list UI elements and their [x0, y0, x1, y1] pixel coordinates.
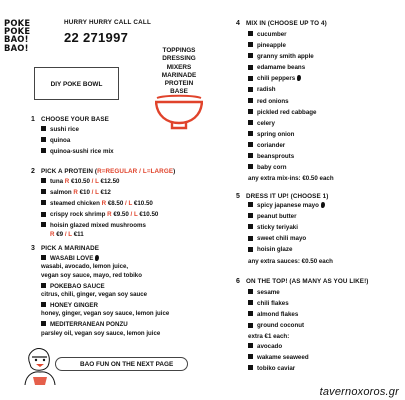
- checkbox-icon: [41, 212, 46, 217]
- section-title: MIX IN (CHOOSE UP TO 4): [246, 20, 327, 27]
- logo-line: BAO!: [4, 42, 29, 53]
- list-item[interactable]: red onions: [248, 96, 317, 107]
- checkbox-icon: [41, 302, 46, 307]
- checkbox-icon: [248, 153, 253, 158]
- checkbox-icon: [248, 164, 253, 169]
- checkbox-icon: [248, 76, 253, 81]
- brand-logo: [4, 19, 56, 52]
- checkbox-icon: [248, 65, 253, 70]
- list-item[interactable]: hoisin glazed mixed mushrooms: [41, 220, 158, 230]
- call-label: HURRY HURRY CALL CALL: [64, 19, 151, 26]
- list-item[interactable]: peanut butter: [248, 211, 325, 222]
- list-item[interactable]: salmon R €10 / L €12: [41, 187, 158, 198]
- extra-topping-list: [248, 341, 309, 374]
- section-number: 2: [31, 168, 35, 175]
- list-item[interactable]: coriander: [248, 140, 317, 151]
- section-number: 4: [236, 20, 240, 27]
- checkbox-icon: [248, 87, 253, 92]
- list-item[interactable]: sticky teriyaki: [248, 222, 325, 233]
- topping-list: [248, 287, 304, 331]
- checkbox-icon: [248, 202, 253, 207]
- list-item[interactable]: crispy rock shrimp R €9.50 / L €10.50: [41, 209, 158, 220]
- list-item[interactable]: sushi rice: [41, 124, 114, 135]
- checkbox-icon: [248, 142, 253, 147]
- list-item[interactable]: almond flakes: [248, 309, 304, 320]
- diy-title-box: DIY POKE BOWL: [34, 67, 119, 100]
- layers-list: [143, 47, 215, 97]
- checkbox-icon: [41, 126, 46, 131]
- checkbox-icon: [41, 178, 46, 183]
- list-item[interactable]: granny smith apple: [248, 51, 317, 62]
- checkbox-icon: [248, 98, 253, 103]
- list-item[interactable]: quinoa-sushi rice mix: [41, 146, 114, 157]
- section-6-heading: [236, 278, 368, 285]
- list-item[interactable]: avocado: [248, 341, 309, 352]
- checkbox-icon: [248, 53, 253, 58]
- marinade-option[interactable]: WASABI LOVE: [41, 255, 201, 263]
- checkbox-icon: [41, 283, 46, 288]
- checkbox-icon: [248, 343, 253, 348]
- list-item[interactable]: tuna R €10.50 / L €12.50: [41, 176, 158, 187]
- list-item[interactable]: beansprouts: [248, 151, 317, 162]
- checkbox-icon: [41, 189, 46, 194]
- list-item[interactable]: chili flakes: [248, 298, 304, 309]
- section-5-heading: [236, 193, 328, 200]
- list-item[interactable]: pickled red cabbage: [248, 107, 317, 118]
- list-item[interactable]: baby corn: [248, 162, 317, 173]
- checkbox-icon: [248, 109, 253, 114]
- marinade-description: honey, ginger, vegan soy sauce, lemon juice: [41, 310, 170, 318]
- chili-icon: [297, 75, 301, 81]
- checkbox-icon: [41, 148, 46, 153]
- section-4-heading: [236, 20, 327, 27]
- size-legend: R=REGULAR / L=LARGE: [97, 168, 174, 175]
- marinade-option[interactable]: HONEY GINGER: [41, 302, 201, 310]
- checkbox-icon: [41, 222, 46, 227]
- dressing-list: [248, 200, 325, 255]
- extra-price-note: extra €1 each:: [248, 333, 290, 340]
- layer-label: DRESSING: [162, 55, 196, 63]
- protein-list: [41, 176, 158, 240]
- watermark: tavernoxoros.gr: [319, 386, 399, 398]
- checkbox-icon: [248, 247, 253, 252]
- marinade-option[interactable]: MEDITERRANEAN PONZU: [41, 321, 201, 329]
- section-3-heading: [31, 245, 99, 252]
- section-1-heading: [31, 116, 109, 123]
- list-item-continued: R €9 / L €11: [50, 230, 84, 238]
- logo-line: POKE: [4, 18, 31, 28]
- bowl-icon: [155, 92, 203, 134]
- section-number: 1: [31, 116, 35, 123]
- list-item[interactable]: sesame: [248, 287, 304, 298]
- list-item[interactable]: ground coconut: [248, 320, 304, 331]
- marinade-option[interactable]: POKEBAO SAUCE: [41, 283, 201, 291]
- section-title: DRESS IT UP! (CHOOSE 1): [246, 193, 329, 200]
- checkbox-icon: [248, 289, 253, 294]
- section-number: 6: [236, 278, 240, 285]
- checkbox-icon: [248, 42, 253, 47]
- list-item[interactable]: wakame seaweed: [248, 352, 309, 363]
- list-item[interactable]: spicy japanese mayo: [248, 200, 325, 211]
- extra-price-note: any extra sauces: €0.50 each: [248, 258, 333, 265]
- checkbox-icon: [41, 321, 46, 326]
- list-item[interactable]: radish: [248, 84, 317, 95]
- checkbox-icon: [248, 323, 253, 328]
- section-title: PICK A PROTEIN (: [41, 168, 98, 175]
- list-item[interactable]: sweet chili mayo: [248, 233, 325, 244]
- mixin-list: [248, 29, 317, 173]
- section-title: PICK A MARINADE: [41, 245, 100, 252]
- marinade-list: [41, 255, 201, 341]
- checkbox-icon: [248, 365, 253, 370]
- checkbox-icon: [248, 236, 253, 241]
- list-item[interactable]: steamed chicken R €8.50 / L €10.50: [41, 198, 158, 209]
- checkbox-icon: [248, 224, 253, 229]
- marinade-description: citrus, chili, ginger, vegan soy sauce: [41, 291, 148, 299]
- section-2-heading: 2 PICK A PROTEIN (R=REGULAR / L=LARGE): [31, 168, 176, 175]
- checkbox-icon: [41, 255, 46, 260]
- section-number: 3: [31, 245, 35, 252]
- chili-icon: [95, 255, 99, 261]
- checkbox-icon: [248, 120, 253, 125]
- extra-price-note: any extra mix-ins: €0.50 each: [248, 175, 334, 182]
- logo-line: POKE: [4, 26, 31, 37]
- base-list: [41, 124, 114, 157]
- mascot-icon: [23, 345, 57, 385]
- checkbox-icon: [41, 137, 46, 142]
- list-item[interactable]: hoisin glaze: [248, 244, 325, 255]
- checkbox-icon: [248, 311, 253, 316]
- checkbox-icon: [248, 131, 253, 136]
- list-item[interactable]: chili peppers: [248, 73, 317, 84]
- list-item[interactable]: tobiko caviar: [248, 363, 309, 374]
- layer-label: TOPPINGS: [162, 47, 196, 54]
- layer-label: MIXERS: [166, 63, 192, 71]
- next-page-button[interactable]: BAO FUN ON THE NEXT PAGE: [55, 357, 188, 371]
- list-item[interactable]: spring onion: [248, 129, 317, 140]
- checkbox-icon: [248, 354, 253, 359]
- checkbox-icon: [248, 300, 253, 305]
- list-item[interactable]: cucumber: [248, 29, 317, 40]
- layer-label: MARINADE: [161, 71, 197, 79]
- layer-label: BASE: [170, 88, 188, 96]
- marinade-description: wasabi, avocado, lemon juice, vegan soy sauce, mayo, red tobiko: [41, 263, 142, 279]
- checkbox-icon: [248, 31, 253, 36]
- marinade-description: parsley oil, vegan soy sauce, lemon juice: [41, 329, 161, 337]
- checkbox-icon: [248, 213, 253, 218]
- list-item[interactable]: celery: [248, 118, 317, 129]
- chili-icon: [321, 202, 325, 208]
- section-number: 5: [236, 193, 240, 200]
- checkbox-icon: [41, 200, 46, 205]
- list-item[interactable]: quinoa: [41, 135, 114, 146]
- list-item[interactable]: pineapple: [248, 40, 317, 51]
- phone-number[interactable]: 22 271997: [64, 30, 129, 45]
- list-item[interactable]: edamame beans: [248, 62, 317, 73]
- logo-line: BAO!: [4, 34, 29, 45]
- section-title: CHOOSE YOUR BASE: [41, 116, 109, 123]
- section-title: ON THE TOP! (AS MANY AS YOU LIKE!): [246, 278, 369, 285]
- layer-label: PROTEIN: [164, 80, 194, 88]
